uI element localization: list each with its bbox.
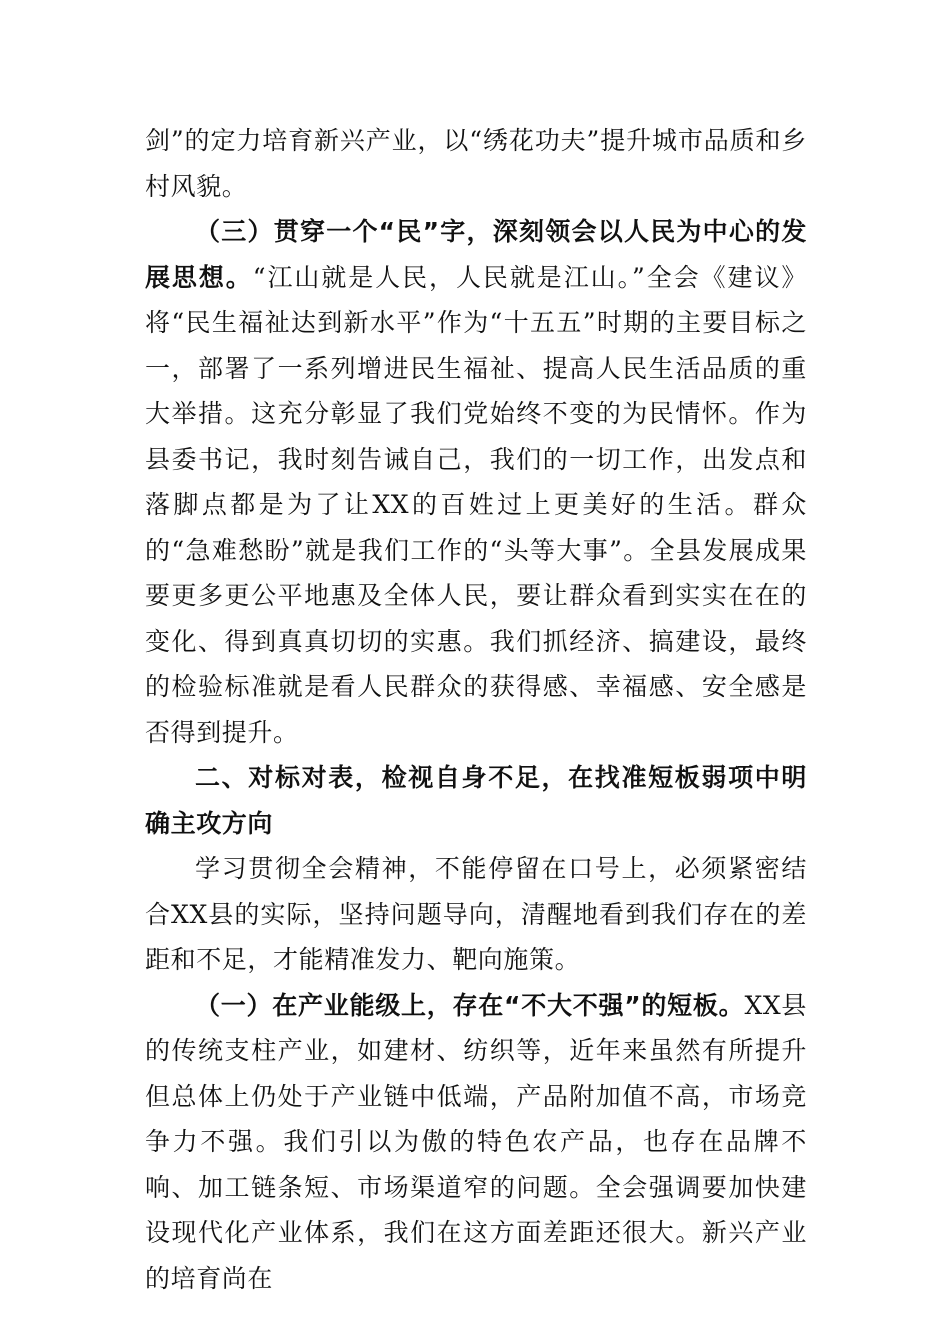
paragraph-text: 剑”的定力培育新兴产业，以“绣花功夫”提升城市品质和乡村风貌。 xyxy=(145,126,807,201)
document-body xyxy=(145,118,807,1301)
paragraph-continuation xyxy=(145,118,807,209)
subsection-heading: （三）贯穿一个“民”字，深刻领会以人民为中心的发展思想。 xyxy=(145,217,807,292)
paragraph-text: XX县的传统支柱产业，如建材、纺织等，近年来虽然有所提升但总体上仍处于产业链中低端，产品附加值不高，市场竞争力不强。我们引以为傲的特色农产品，也存在品牌不响、加工链条短、市场渠道窄的问题。全会强调要加快建设现代化产业体系，我们在这方面差距还很大。新兴产业的培育尚在 xyxy=(145,990,807,1293)
section-heading-two: 二、对标对表，检视自身不足，在找准短板弱项中明确主攻方向 xyxy=(145,763,807,838)
paragraph-text: 学习贯彻全会精神，不能停留在口号上，必须紧密结合XX县的实际，坚持问题导向，清醒地看到我们存在的差距和不足，才能精准发力、靶向施策。 xyxy=(145,854,807,974)
subsection-heading: （一）在产业能级上，存在“不大不强”的短板。 xyxy=(195,990,745,1020)
paragraph-section-three xyxy=(145,209,807,755)
paragraph-section-intro xyxy=(145,846,807,983)
paragraph-section-one xyxy=(145,983,807,1302)
paragraph-text: “江山就是人民，人民就是江山。”全会《建议》将“民生福祉达到新水平”作为“十五五”时期的主要目标之一，部署了一系列增进民生福祉、提高人民生活品质的重大举措。这充分彰显了我们党始终不变的为民情怀。作为县委书记，我时刻告诫自己，我们的一切工作，出发点和落脚点都是为了让XX的百姓过上更美好的生活。群众的“急难愁盼”就是我们工作的“头等大事”。全县发展成果要更多更公平地惠及全体人民，要让群众看到实实在在的变化、得到真真切切的实惠。我们抓经济、搞建设，最终的检验标准就是看人民群众的获得感、幸福感、安全感是否得到提升。 xyxy=(145,262,807,747)
